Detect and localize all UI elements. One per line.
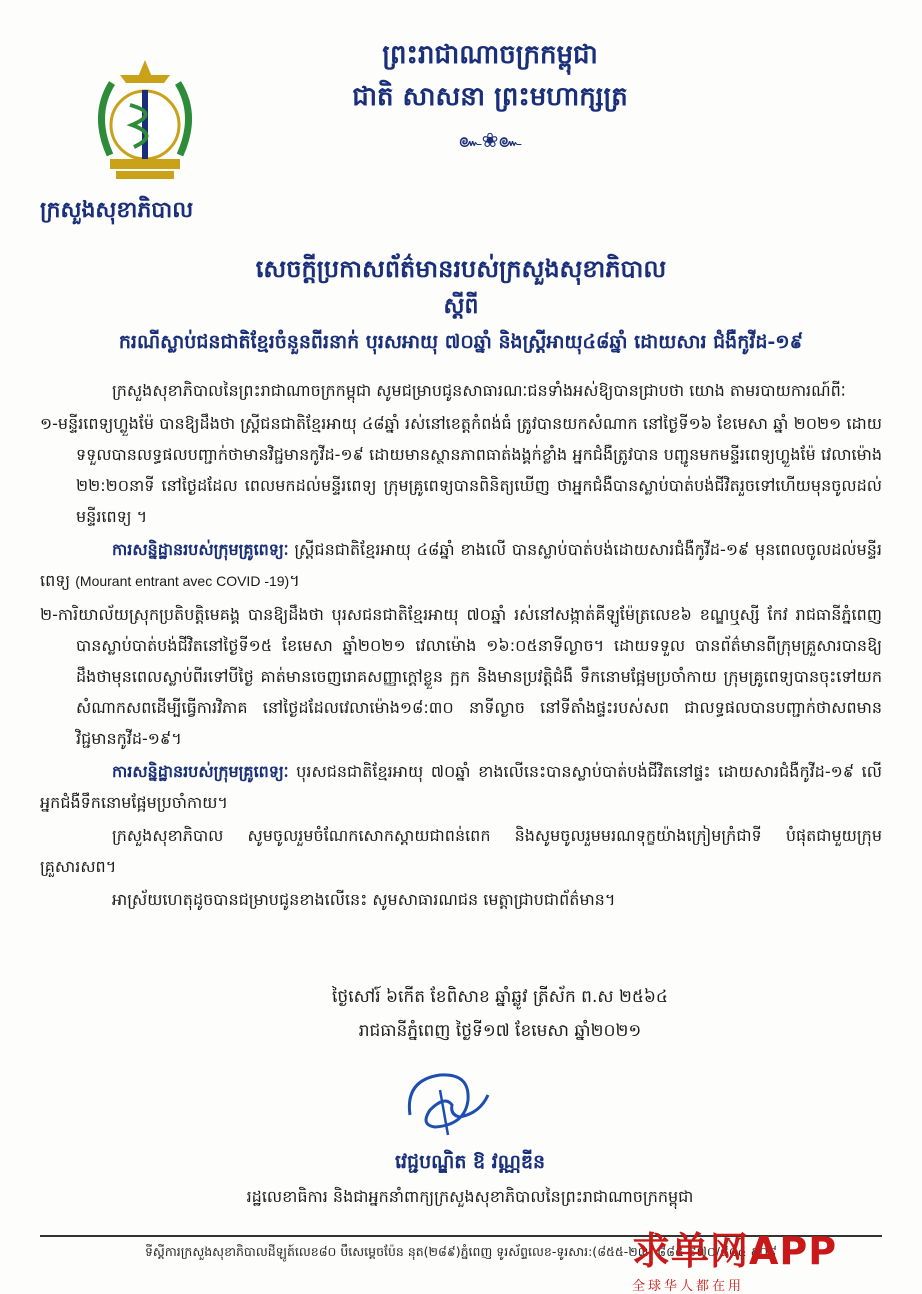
- case-2-conclusion: [40, 756, 882, 818]
- ministry-name: ក្រសួងសុខាភិបាល: [40, 197, 194, 223]
- signer-position: រដ្ឋលេខាធិការ និងជាអ្នកនាំពាក្យក្រសួងសុខាភិបាលនៃព្រះរាជាណាចក្រកម្ពុជា: [246, 1187, 694, 1206]
- ornament-divider: ๛❀๛: [458, 128, 522, 152]
- footer-address: ទីស្តីការក្រសួងសុខាភិបាលដីឡូត៍លេខ៨០ បឹសេមេ្តចប៉ែន នុត(២៨៩)ភ្នំពេញ ទូរស័ព្ទលេខ-ទូរសារ:(៨៥៥-២៣) ៨៨៥ ៩៧០/៨៨៤ ៩០៩: [144, 1244, 778, 1259]
- watermark-brand: 求单网APP: [632, 1229, 838, 1273]
- signature-icon: [390, 1055, 500, 1145]
- document-subject: ករណីស្លាប់ជនជាតិខ្មែរចំនួនពីរនាក់ បុរសអាយុ ៧០ឆ្នាំ និងស្ត្រីអាយុ៤៨ឆ្នាំ ដោយសារ ជំងឺកូវីដ-១៩: [118, 331, 804, 353]
- case-1-conclusion: [40, 534, 882, 597]
- ministry-emblem-icon: [90, 55, 200, 190]
- case-1-conclusion-text: ស្ត្រីជនជាតិខ្មែរអាយុ ៤៨ឆ្នាំ ខាងលើ បានស្លាប់បាត់បង់ដោយសារជំងឺកូវីដ-១៩ មុនពេលចូលដល់មន្ទីរពេទ្យ: [40, 540, 882, 590]
- title-about: ស្តីពី: [443, 293, 479, 319]
- condolence-paragraph: ក្រសួងសុខាភិបាល សូមចូលរួមចំណែកសោកស្តាយជាពន់ពេក និងសូមចូលរួមមរណទុក្ខយ៉ាងក្រៀមក្រំជាទី បំផុតជាមួយក្រុមគ្រួសារសព។: [40, 826, 882, 876]
- national-motto: ជាតិ សាសនា ព្រះមហាក្សត្រ: [352, 82, 628, 112]
- closing-paragraph: អាស្រ័យហេតុដូចបានជម្រាបជូនខាងលើនេះ សូមសាធារណជន មេត្តាជ្រាបជាព័ត៌មាន។: [112, 890, 616, 909]
- case-1-end-mark: ។: [289, 571, 300, 590]
- conclusion-label: ការសន្និដ្ឋានរបស់ក្រុមគ្រូពេទ្យៈ: [112, 540, 289, 559]
- document-title: សេចក្តីប្រកាសព័ត៌មានរបស់ក្រសួងសុខាភិបាល: [255, 254, 667, 283]
- conclusion-label: ការសន្និដ្ឋានរបស់ក្រុមគ្រូពេទ្យៈ: [112, 762, 289, 781]
- document-body: [40, 375, 882, 915]
- lunar-date: ថ្ងៃសៅរ៍ ៦កើត ខែពិសាខ ឆ្នាំឆ្លូវ ត្រីស័ក ព.ស ២៥៦៤: [332, 987, 668, 1007]
- intro-paragraph: ក្រសួងសុខាភិបាលនៃព្រះរាជាណាចក្រកម្ពុជា សូមជម្រាបជូនសាធារណៈជនទាំងអស់ឱ្យបានជ្រាបថា យោង តាមរបាយការណ៍ពីៈ: [112, 381, 846, 400]
- kingdom-heading: ព្រះរាជាណាចក្រកម្ពុជា: [382, 40, 598, 70]
- case-1-paragraph: ១-មន្ទីរពេទ្យហ្លួងម៉ែ បានឱ្យដឹងថា ស្ត្រីជនជាតិខ្មែរអាយុ ៤៨ឆ្នាំ រស់នៅខេត្តកំពង់ធំ ត្រូវបានយកសំណាក នៅថ្ងៃទី១៦ ខែមេសា ឆ្នាំ ២០២១ ដោយទទួលបានលទ្ធផលបញ្ជាក់ថាមានវិជ្ជមានកូវីដ-១៩ ដោយមានស្ថានភាពធាត់ងង្គក់ខ្លាំង អ្នកជំងឺត្រូវបាន បញ្ជូនមកមន្ទីរពេទ្យហ្លួងម៉ែ វេលាម៉ោង ២២:២០នាទី នៅថ្ងៃដដែល ពេលមកដល់មន្ទីរពេទ្យ ក្រុមគ្រូពេទ្យបានពិនិត្យឃើញ ថាអ្នកជំងឺបានស្លាប់បាត់បង់ជីវិតរួចទៅហើយមុនចូលដល់មន្ទីរពេទ្យ ។: [40, 414, 882, 526]
- case-2-paragraph: ២-ការិយាល័យស្រុកប្រតិបត្តិមេគង្គ បានឱ្យដឹងថា បុរសជនជាតិខ្មែរអាយុ ៧០ឆ្នាំ រស់នៅសង្កាត់គីឡូម៉ែត្រលេខ៦ ខណ្ឌឬស្សី កែវ រាជធានីភ្នំពេញបានស្លាប់បាត់បង់ជីវិតនៅថ្ងៃទី១៥ ខែមេសា ឆ្នាំ២០២១ វេលាម៉ោង ១៦:០៥នាទីល្ងាច។ ដោយទទួល បានព័ត៌មានពីក្រុមគ្រួសារបានឱ្យដឹងថាមុនពេលស្លាប់ពីរទៅបីថ្ងៃ គាត់មានចេញរោគសញ្ញាក្តៅខ្លួន ក្អក និងមានប្រវត្តិជំងឺ ទឹកនោមផ្អែមប្រចាំកាយ ក្រុមគ្រូពេទ្យបានចុះទៅយកសំណាកសពដើម្បីធ្វើការវិភាគ នៅថ្ងៃដដែលវេលាម៉ោង១៨:៣០ នាទីល្ងាច នៅទីតាំងផ្ទះរបស់សព ជាលទ្ធផលបានបញ្ជាក់ថាសពមានវិជ្ជមានកូវីដ-១៩។: [40, 605, 882, 748]
- solar-date: រាជធានីភ្នំពេញ ថ្ងៃទី១៧ ខែមេសា ឆ្នាំ២០២១: [358, 1021, 642, 1041]
- watermark: [632, 1220, 912, 1294]
- case-2-conclusion-text: បុរសជនជាតិខ្មែរអាយុ ៧០ឆ្នាំ ខាងលើនេះបានស្លាប់បាត់បង់ជីវិតនៅផ្ទះ ដោយសារជំងឺកូវីដ-១៩ លើអ្នកជំងឺទឹកនោមផ្អែមប្រចាំកាយ។: [40, 762, 882, 812]
- case-1-latin-note: (Mourant entrant avec COVID -19): [75, 573, 290, 589]
- watermark-slogan: 全球华人都在用: [632, 1279, 745, 1294]
- signer-name: វេជ្ជបណ្ឌិត ឱ វណ្ណឌីន: [394, 1151, 546, 1173]
